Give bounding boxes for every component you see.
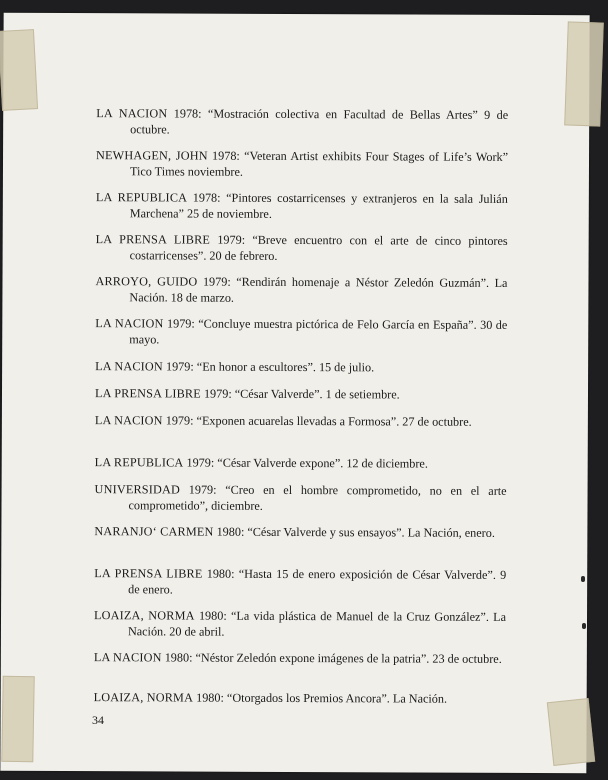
bibliography-entry <box>95 385 507 403</box>
entry-author: LA PRENSA LIBRE <box>94 566 203 581</box>
binder-hole-mark <box>582 623 586 629</box>
page-number: 34 <box>92 713 104 727</box>
masking-tape <box>547 698 595 766</box>
bibliography-entry <box>96 189 508 223</box>
entry-text: 1980: “César Valverde y sus ensayos”. La Nación, enero. <box>213 524 495 540</box>
entry-text: 1979: “César Valverde”. 1 de setiembre. <box>200 386 400 402</box>
entry-author: NARANJO‘ CARMEN <box>94 524 214 539</box>
entry-author: UNIVERSIDAD <box>94 482 181 497</box>
bibliography-entry <box>95 412 507 430</box>
entry-text: 1978: “Pintores costarricenses y extranjeros en la sala Julián Marchena” 25 de noviembre. <box>129 190 508 221</box>
masking-tape <box>564 21 604 126</box>
entry-author: ARROYO, GUIDO <box>95 274 198 289</box>
entry-author: LA NACION <box>93 650 162 665</box>
entry-author: NEWHAGEN, JOHN <box>96 148 208 163</box>
masking-tape <box>0 29 38 111</box>
entry-author: LA PRENSA LIBRE <box>95 232 211 247</box>
bibliography-entry <box>94 607 506 641</box>
entry-author: LA NACION <box>96 106 168 121</box>
entry-text: 1979: “César Valverde expone”. 12 de diciembre. <box>183 455 428 471</box>
entry-author: LA NACION <box>95 359 163 374</box>
entry-text: 1980: “Néstor Zeledón expone imágenes de la patria”. 23 de octubre. <box>161 650 502 666</box>
entry-text: 1978: “Veteran Artist exhibits Four Stages of Life’s Work” Tico Times noviembre. <box>129 148 509 179</box>
entry-author: LA NACION <box>94 413 163 428</box>
entry-text: 1979: “Breve encuentro con el arte de cinco pintores costarricenses”. 20 de febrero. <box>129 232 508 263</box>
entry-text: 1979: “En honor a escultores”. 15 de julio. <box>162 359 375 375</box>
bibliography-entry <box>95 273 507 307</box>
entry-text: 1979: “Creo en el hombre comprometido, no en el arte comprometido”, diciembre. <box>128 482 507 513</box>
entry-author: LOAIZA, NORMA <box>93 690 194 705</box>
masking-tape <box>1 676 34 763</box>
bibliography-entry <box>94 565 506 599</box>
bibliography-entry <box>94 689 506 707</box>
bibliography-entry <box>96 147 508 181</box>
bibliography-entry <box>94 649 506 667</box>
entry-text: 1979: “Rendirán homenaje a Néstor Zeledón Guzmán”. La Nación. 18 de marzo. <box>129 274 508 305</box>
entry-author: LA REPUBLICA <box>95 190 188 205</box>
bibliography-entry <box>96 231 508 265</box>
binder-hole-mark <box>581 576 585 582</box>
bibliography-entry <box>95 315 507 349</box>
entry-author: LOAIZA, NORMA <box>93 608 195 623</box>
entry-text: 1978: “Mostración colectiva en Facultad de Bellas Artes” 9 de octubre. <box>130 106 509 137</box>
entry-author: LA PRENSA LIBRE <box>94 386 201 401</box>
bibliography-entry <box>95 454 507 472</box>
entry-text: 1980: “La vida plástica de Manuel de la Cruz González”. La Nación. 20 de abril. <box>127 608 507 639</box>
bibliography-entry <box>94 481 506 515</box>
entry-text: 1979: “Exponen acuarelas llevadas a Formosa”. 27 de octubre. <box>162 413 472 429</box>
bibliography-list <box>93 105 509 706</box>
bibliography-entry <box>95 358 507 376</box>
entry-author: LA NACION <box>95 316 164 331</box>
document-page <box>0 13 589 774</box>
entry-author: LA REPUBLICA <box>94 455 184 470</box>
entry-text: 1979: “Concluye muestra pictórica de Felo García en España”. 30 de mayo. <box>129 316 508 347</box>
entry-text: 1980: “Hasta 15 de enero exposición de César Valverde”. 9 de enero. <box>128 566 507 597</box>
bibliography-entry <box>96 105 508 139</box>
entry-text: 1980: “Otorgados los Premios Ancora”. La Nación. <box>193 690 448 706</box>
bibliography-entry <box>94 523 506 541</box>
